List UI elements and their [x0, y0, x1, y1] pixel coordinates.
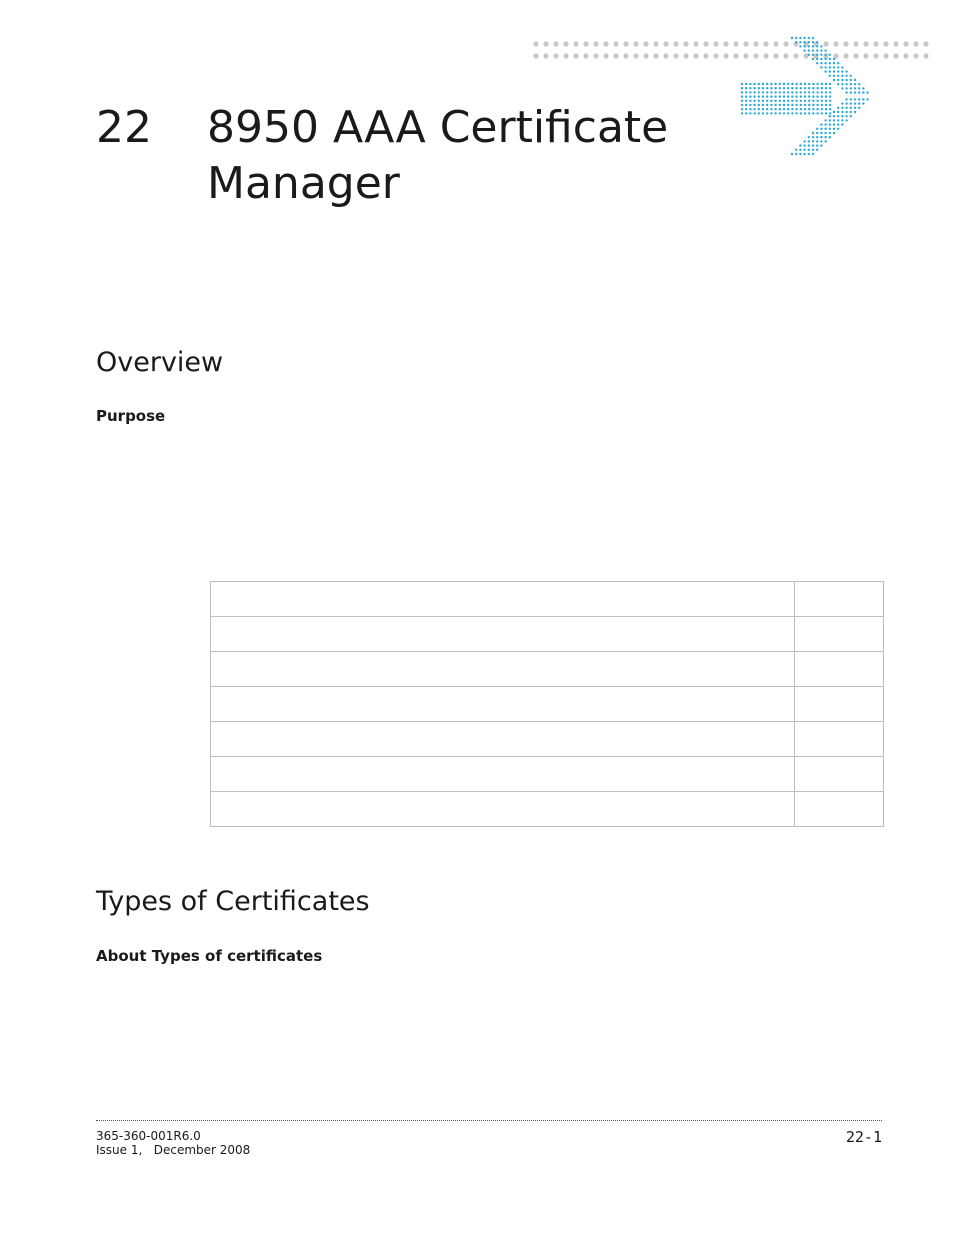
- about-types-subheading: About Types of certificates: [96, 947, 323, 965]
- table-cell-page: [795, 722, 884, 757]
- table-row: [211, 582, 884, 617]
- types-of-certificates-heading: Types of Certificates: [96, 886, 370, 917]
- footer-doc-info: [96, 1129, 250, 1157]
- table-cell-page: [795, 652, 884, 687]
- table-cell-topic: [211, 792, 795, 827]
- table-row: [211, 687, 884, 722]
- table-row: [211, 792, 884, 827]
- chapter-number: 22: [96, 102, 152, 153]
- table-cell-page: [795, 582, 884, 617]
- footer-page-number: 22-1: [845, 1128, 882, 1146]
- table-cell-page: [795, 757, 884, 792]
- overview-heading: Overview: [96, 347, 224, 378]
- chapter-title: 8950 AAA Certificate Manager: [207, 102, 669, 209]
- table-cell-page: [795, 687, 884, 722]
- table-row: [211, 757, 884, 792]
- table-row: [211, 722, 884, 757]
- footer-doc-number: 365-360-001R6.0: [96, 1129, 201, 1143]
- table-cell-page: [795, 792, 884, 827]
- table-cell-topic: [211, 757, 795, 792]
- table-cell-topic: [211, 687, 795, 722]
- table-cell-topic: [211, 582, 795, 617]
- table-row: [211, 652, 884, 687]
- footer-issue: Issue 1, December 2008: [96, 1143, 251, 1157]
- table-row: [211, 617, 884, 652]
- table-cell-topic: [211, 617, 795, 652]
- footer-divider: [96, 1120, 882, 1121]
- contents-table: [210, 581, 884, 827]
- purpose-subheading: Purpose: [96, 407, 166, 425]
- table-cell-page: [795, 617, 884, 652]
- table-cell-topic: [211, 722, 795, 757]
- table-cell-topic: [211, 652, 795, 687]
